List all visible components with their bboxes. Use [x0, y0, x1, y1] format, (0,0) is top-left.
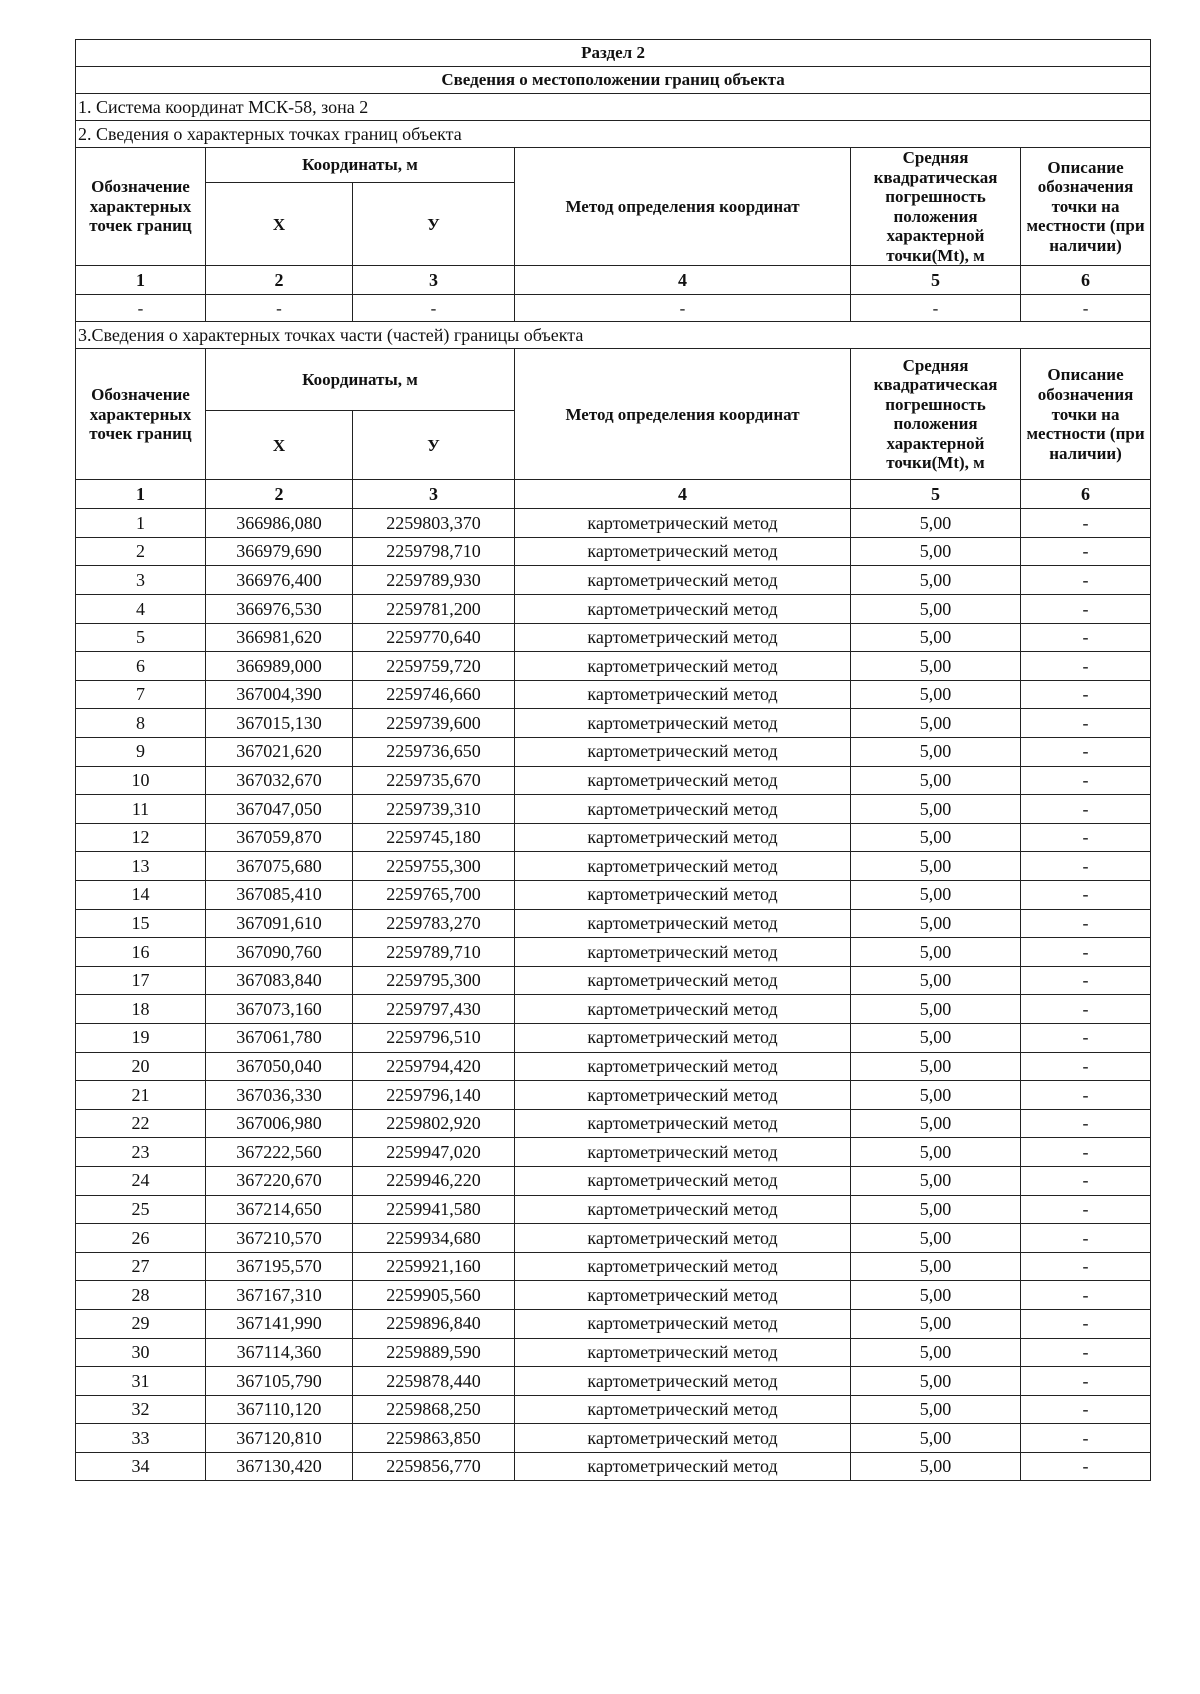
description: - [1021, 909, 1151, 938]
method: картометрический метод [515, 1023, 851, 1052]
error-mt: 5,00 [851, 1166, 1021, 1195]
error-mt: 5,00 [851, 1367, 1021, 1396]
description: - [1021, 1109, 1151, 1138]
point-number: 24 [76, 1166, 206, 1195]
header-desc: Описание обозначения точки на местности (при наличии) [1021, 349, 1151, 480]
coord-x: 367195,570 [206, 1252, 353, 1281]
coord-y: 2259781,200 [353, 595, 515, 624]
part3-title: 3.Сведения о характерных точках части (частей) границы объекта [76, 322, 1151, 349]
coord-y: 2259896,840 [353, 1309, 515, 1338]
table-row [76, 795, 1151, 824]
error-mt: 5,00 [851, 1138, 1021, 1167]
header-point: Обозначение характерных точек границ [76, 148, 206, 266]
coord-x: 367210,570 [206, 1224, 353, 1253]
method: картометрический метод [515, 909, 851, 938]
coord-x: 367220,670 [206, 1166, 353, 1195]
point-number: 27 [76, 1252, 206, 1281]
description: - [1021, 881, 1151, 910]
description: - [1021, 1224, 1151, 1253]
description: - [1021, 509, 1151, 538]
point-number: 8 [76, 709, 206, 738]
point-number: 11 [76, 795, 206, 824]
point-number: 23 [76, 1138, 206, 1167]
coord-y: 2259765,700 [353, 881, 515, 910]
error-mt: 5,00 [851, 1424, 1021, 1453]
point-number: 4 [76, 595, 206, 624]
cell: - [353, 295, 515, 322]
header-y: У [353, 183, 515, 266]
method: картометрический метод [515, 595, 851, 624]
method: картометрический метод [515, 537, 851, 566]
table-row [76, 1252, 1151, 1281]
coord-x: 366986,080 [206, 509, 353, 538]
method: картометрический метод [515, 1367, 851, 1396]
error-mt: 5,00 [851, 966, 1021, 995]
coord-x: 366989,000 [206, 652, 353, 681]
col-num: 4 [515, 480, 851, 509]
header-x: X [206, 411, 353, 480]
error-mt: 5,00 [851, 995, 1021, 1024]
coord-x: 367050,040 [206, 1052, 353, 1081]
coord-y: 2259856,770 [353, 1452, 515, 1481]
coord-x: 367015,130 [206, 709, 353, 738]
cell: - [515, 295, 851, 322]
table-row [76, 509, 1151, 538]
coord-y: 2259794,420 [353, 1052, 515, 1081]
point-number: 25 [76, 1195, 206, 1224]
col-num: 4 [515, 266, 851, 295]
boundary-table [75, 39, 1151, 1481]
coord-y: 2259783,270 [353, 909, 515, 938]
error-mt: 5,00 [851, 680, 1021, 709]
description: - [1021, 1395, 1151, 1424]
method: картометрический метод [515, 995, 851, 1024]
method: картометрический метод [515, 1395, 851, 1424]
cell: - [76, 295, 206, 322]
coord-x: 367047,050 [206, 795, 353, 824]
error-mt: 5,00 [851, 1309, 1021, 1338]
description: - [1021, 652, 1151, 681]
method: картометрический метод [515, 509, 851, 538]
table-row [76, 966, 1151, 995]
coord-y: 2259921,160 [353, 1252, 515, 1281]
coord-x: 367105,790 [206, 1367, 353, 1396]
table-row [76, 1138, 1151, 1167]
coord-y: 2259789,710 [353, 938, 515, 967]
coord-x: 366976,400 [206, 566, 353, 595]
point-number: 17 [76, 966, 206, 995]
point-number: 31 [76, 1367, 206, 1396]
coord-y: 2259798,710 [353, 537, 515, 566]
coord-y: 2259868,250 [353, 1395, 515, 1424]
header-point: Обозначение характерных точек границ [76, 349, 206, 480]
method: картометрический метод [515, 1081, 851, 1110]
description: - [1021, 1023, 1151, 1052]
coord-y: 2259746,660 [353, 680, 515, 709]
coord-x: 367006,980 [206, 1109, 353, 1138]
description: - [1021, 623, 1151, 652]
description: - [1021, 1252, 1151, 1281]
coord-y: 2259739,600 [353, 709, 515, 738]
part2-header-row [76, 148, 1151, 183]
point-number: 28 [76, 1281, 206, 1310]
table-row [76, 537, 1151, 566]
table-row [76, 1052, 1151, 1081]
error-mt: 5,00 [851, 938, 1021, 967]
description: - [1021, 709, 1151, 738]
point-number: 12 [76, 823, 206, 852]
coord-y: 2259755,300 [353, 852, 515, 881]
table-row [76, 1338, 1151, 1367]
coord-y: 2259889,590 [353, 1338, 515, 1367]
cell: - [206, 295, 353, 322]
col-num: 5 [851, 266, 1021, 295]
error-mt: 5,00 [851, 623, 1021, 652]
header-coords: Координаты, м [206, 148, 515, 183]
error-mt: 5,00 [851, 1452, 1021, 1481]
error-mt: 5,00 [851, 766, 1021, 795]
error-mt: 5,00 [851, 566, 1021, 595]
method: картометрический метод [515, 1166, 851, 1195]
error-mt: 5,00 [851, 909, 1021, 938]
coord-y: 2259736,650 [353, 738, 515, 767]
description: - [1021, 1052, 1151, 1081]
coord-x: 367120,810 [206, 1424, 353, 1453]
description: - [1021, 1281, 1151, 1310]
point-number: 30 [76, 1338, 206, 1367]
coord-y: 2259745,180 [353, 823, 515, 852]
point-number: 6 [76, 652, 206, 681]
section-title: Раздел 2 [76, 40, 1151, 67]
table-row [76, 566, 1151, 595]
method: картометрический метод [515, 1452, 851, 1481]
error-mt: 5,00 [851, 823, 1021, 852]
method: картометрический метод [515, 738, 851, 767]
coord-y: 2259797,430 [353, 995, 515, 1024]
coord-y: 2259735,670 [353, 766, 515, 795]
table-row [76, 995, 1151, 1024]
coord-y: 2259934,680 [353, 1224, 515, 1253]
coord-x: 367222,560 [206, 1138, 353, 1167]
coord-x: 367021,620 [206, 738, 353, 767]
coord-x: 367214,650 [206, 1195, 353, 1224]
coord-y: 2259770,640 [353, 623, 515, 652]
point-number: 5 [76, 623, 206, 652]
col-num: 3 [353, 480, 515, 509]
table-row [76, 852, 1151, 881]
coord-y: 2259803,370 [353, 509, 515, 538]
coord-y: 2259759,720 [353, 652, 515, 681]
description: - [1021, 938, 1151, 967]
header-desc: Описание обозначения точки на местности (при наличии) [1021, 148, 1151, 266]
coord-y: 2259947,020 [353, 1138, 515, 1167]
description: - [1021, 1081, 1151, 1110]
description: - [1021, 738, 1151, 767]
table-row [76, 881, 1151, 910]
error-mt: 5,00 [851, 1023, 1021, 1052]
table-row [76, 1109, 1151, 1138]
point-number: 14 [76, 881, 206, 910]
description: - [1021, 595, 1151, 624]
coord-y: 2259878,440 [353, 1367, 515, 1396]
point-number: 1 [76, 509, 206, 538]
col-num: 1 [76, 266, 206, 295]
coord-y: 2259795,300 [353, 966, 515, 995]
error-mt: 5,00 [851, 1195, 1021, 1224]
error-mt: 5,00 [851, 709, 1021, 738]
description: - [1021, 1452, 1151, 1481]
error-mt: 5,00 [851, 537, 1021, 566]
part3-header-row [76, 349, 1151, 411]
method: картометрический метод [515, 1338, 851, 1367]
coord-y: 2259941,580 [353, 1195, 515, 1224]
header-y: У [353, 411, 515, 480]
error-mt: 5,00 [851, 1395, 1021, 1424]
part2-row [76, 295, 1151, 322]
cell: - [1021, 295, 1151, 322]
point-number: 3 [76, 566, 206, 595]
error-mt: 5,00 [851, 652, 1021, 681]
method: картометрический метод [515, 852, 851, 881]
header-method: Метод определения координат [515, 349, 851, 480]
error-mt: 5,00 [851, 1052, 1021, 1081]
description: - [1021, 680, 1151, 709]
method: картометрический метод [515, 1109, 851, 1138]
section-subtitle: Сведения о местоположении границ объекта [76, 67, 1151, 94]
error-mt: 5,00 [851, 509, 1021, 538]
point-number: 21 [76, 1081, 206, 1110]
coord-x: 367085,410 [206, 881, 353, 910]
header-error: Средняя квадратическая погрешность положения характерной точки(Mt), м [851, 148, 1021, 266]
table-row [76, 1166, 1151, 1195]
table-row [76, 623, 1151, 652]
method: картометрический метод [515, 938, 851, 967]
description: - [1021, 1166, 1151, 1195]
table-row [76, 738, 1151, 767]
table-row [76, 1281, 1151, 1310]
col-num: 6 [1021, 266, 1151, 295]
point-number: 18 [76, 995, 206, 1024]
coord-y: 2259739,310 [353, 795, 515, 824]
description: - [1021, 537, 1151, 566]
coord-y: 2259789,930 [353, 566, 515, 595]
coord-x: 367075,680 [206, 852, 353, 881]
error-mt: 5,00 [851, 738, 1021, 767]
point-number: 19 [76, 1023, 206, 1052]
coord-x: 367090,760 [206, 938, 353, 967]
point-number: 10 [76, 766, 206, 795]
table-row [76, 680, 1151, 709]
table-row [76, 1195, 1151, 1224]
coord-x: 366981,620 [206, 623, 353, 652]
header-error: Средняя квадратическая погрешность положения характерной точки(Mt), м [851, 349, 1021, 480]
method: картометрический метод [515, 795, 851, 824]
point-number: 29 [76, 1309, 206, 1338]
col-num: 1 [76, 480, 206, 509]
description: - [1021, 966, 1151, 995]
table-row [76, 709, 1151, 738]
coord-x: 367167,310 [206, 1281, 353, 1310]
description: - [1021, 766, 1151, 795]
point-number: 26 [76, 1224, 206, 1253]
coord-x: 367032,670 [206, 766, 353, 795]
coord-x: 367110,120 [206, 1395, 353, 1424]
coord-system: 1. Система координат МСК-58, зона 2 [76, 94, 1151, 121]
coord-x: 367036,330 [206, 1081, 353, 1110]
header-x: X [206, 183, 353, 266]
table-row [76, 938, 1151, 967]
point-number: 16 [76, 938, 206, 967]
method: картометрический метод [515, 881, 851, 910]
coord-x: 367061,780 [206, 1023, 353, 1052]
method: картометрический метод [515, 709, 851, 738]
table-row [76, 1395, 1151, 1424]
method: картометрический метод [515, 566, 851, 595]
point-number: 33 [76, 1424, 206, 1453]
method: картометрический метод [515, 1224, 851, 1253]
table-row [76, 909, 1151, 938]
point-number: 20 [76, 1052, 206, 1081]
coord-x: 367130,420 [206, 1452, 353, 1481]
error-mt: 5,00 [851, 595, 1021, 624]
coord-x: 367114,360 [206, 1338, 353, 1367]
point-number: 13 [76, 852, 206, 881]
coord-x: 367141,990 [206, 1309, 353, 1338]
error-mt: 5,00 [851, 1338, 1021, 1367]
table-row [76, 823, 1151, 852]
description: - [1021, 1138, 1151, 1167]
header-coords: Координаты, м [206, 349, 515, 411]
error-mt: 5,00 [851, 852, 1021, 881]
method: картометрический метод [515, 823, 851, 852]
document-sheet [75, 39, 1150, 1481]
method: картометрический метод [515, 680, 851, 709]
coord-y: 2259905,560 [353, 1281, 515, 1310]
part2-title: 2. Сведения о характерных точках границ объекта [76, 121, 1151, 148]
table-row [76, 652, 1151, 681]
column-number-row [76, 480, 1151, 509]
column-number-row [76, 266, 1151, 295]
method: картометрический метод [515, 1281, 851, 1310]
method: картометрический метод [515, 1138, 851, 1167]
col-num: 2 [206, 266, 353, 295]
method: картометрический метод [515, 1052, 851, 1081]
description: - [1021, 566, 1151, 595]
coord-y: 2259863,850 [353, 1424, 515, 1453]
point-number: 7 [76, 680, 206, 709]
point-number: 9 [76, 738, 206, 767]
point-number: 2 [76, 537, 206, 566]
col-num: 5 [851, 480, 1021, 509]
col-num: 2 [206, 480, 353, 509]
point-number: 15 [76, 909, 206, 938]
method: картометрический метод [515, 1424, 851, 1453]
method: картометрический метод [515, 1252, 851, 1281]
method: картометрический метод [515, 652, 851, 681]
coord-y: 2259796,510 [353, 1023, 515, 1052]
method: картометрический метод [515, 966, 851, 995]
description: - [1021, 995, 1151, 1024]
description: - [1021, 823, 1151, 852]
coord-y: 2259946,220 [353, 1166, 515, 1195]
point-number: 34 [76, 1452, 206, 1481]
table-row [76, 595, 1151, 624]
coord-y: 2259802,920 [353, 1109, 515, 1138]
table-row [76, 1224, 1151, 1253]
table-row [76, 1309, 1151, 1338]
description: - [1021, 1424, 1151, 1453]
coord-x: 367083,840 [206, 966, 353, 995]
error-mt: 5,00 [851, 1081, 1021, 1110]
error-mt: 5,00 [851, 1252, 1021, 1281]
table-row [76, 1424, 1151, 1453]
description: - [1021, 1195, 1151, 1224]
header-method: Метод определения координат [515, 148, 851, 266]
col-num: 6 [1021, 480, 1151, 509]
coord-x: 367004,390 [206, 680, 353, 709]
description: - [1021, 852, 1151, 881]
point-number: 22 [76, 1109, 206, 1138]
col-num: 3 [353, 266, 515, 295]
table-row [76, 766, 1151, 795]
coord-y: 2259796,140 [353, 1081, 515, 1110]
error-mt: 5,00 [851, 1109, 1021, 1138]
table-row [76, 1023, 1151, 1052]
coord-x: 366979,690 [206, 537, 353, 566]
coord-x: 367091,610 [206, 909, 353, 938]
coord-x: 367059,870 [206, 823, 353, 852]
method: картометрический метод [515, 1195, 851, 1224]
method: картометрический метод [515, 1309, 851, 1338]
table-row [76, 1452, 1151, 1481]
description: - [1021, 1367, 1151, 1396]
error-mt: 5,00 [851, 1281, 1021, 1310]
description: - [1021, 1309, 1151, 1338]
table-row [76, 1367, 1151, 1396]
error-mt: 5,00 [851, 1224, 1021, 1253]
error-mt: 5,00 [851, 881, 1021, 910]
method: картометрический метод [515, 766, 851, 795]
point-number: 32 [76, 1395, 206, 1424]
coord-x: 366976,530 [206, 595, 353, 624]
description: - [1021, 1338, 1151, 1367]
table-row [76, 1081, 1151, 1110]
method: картометрический метод [515, 623, 851, 652]
error-mt: 5,00 [851, 795, 1021, 824]
description: - [1021, 795, 1151, 824]
coord-x: 367073,160 [206, 995, 353, 1024]
cell: - [851, 295, 1021, 322]
